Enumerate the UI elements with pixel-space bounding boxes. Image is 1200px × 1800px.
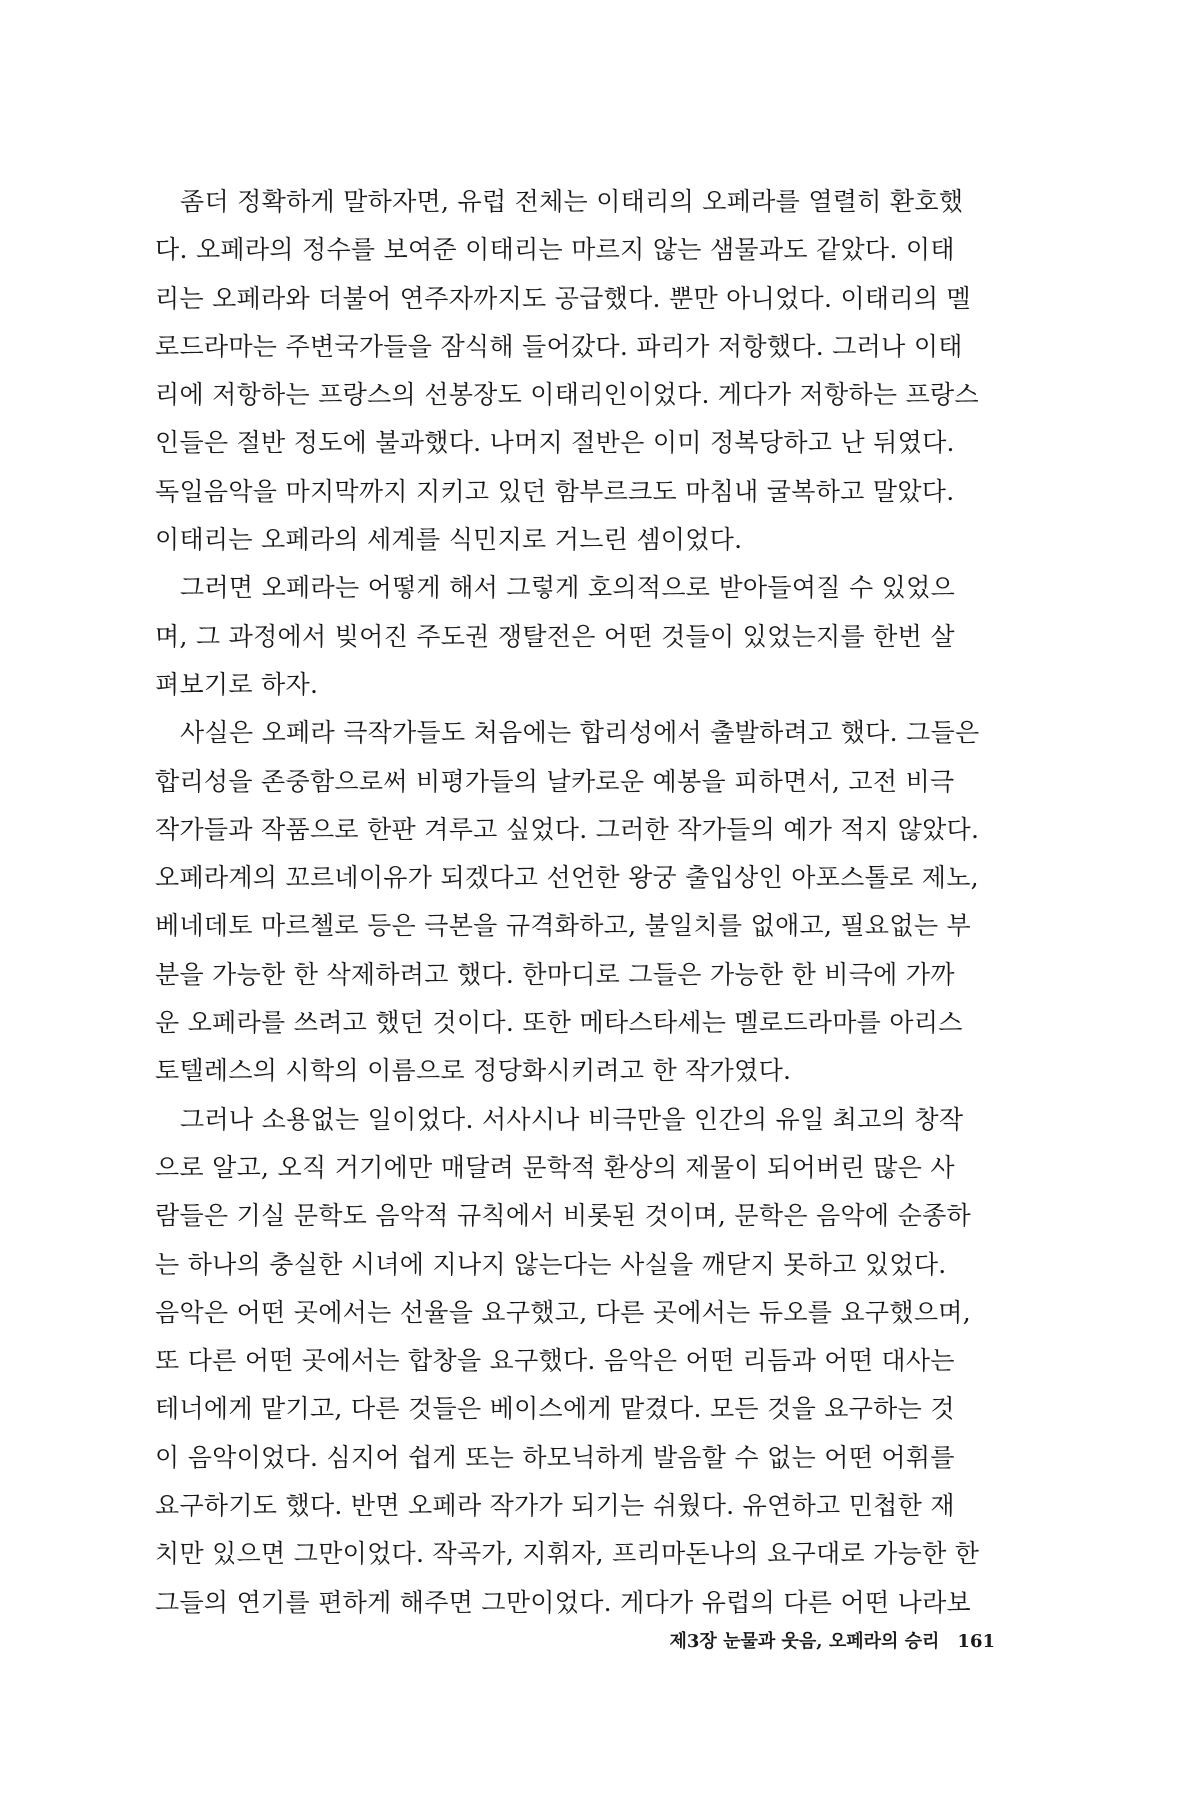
text-line: 음악은 어떤 곳에서는 선율을 요구했고, 다른 곳에서는 듀오를 요구했으며,: [155, 1297, 971, 1327]
text-line: 분을 가능한 한 삭제하려고 했다. 한마디로 그들은 가능한 한 비극에 가까: [155, 959, 955, 989]
text-line: 람들은 기실 문학도 음악적 규칙에서 비롯된 것이며, 문학은 음악에 순종하: [155, 1201, 971, 1231]
text-line: 으로 알고, 오직 거기에만 매달려 문학적 환상의 제물이 되어버린 많은 사: [155, 1152, 955, 1182]
text-line: 토텔레스의 시학의 이름으로 정당화시키려고 한 작가였다.: [155, 1056, 792, 1086]
text-line: 이태리는 오페라의 세계를 식민지로 거느린 셈이었다.: [155, 525, 743, 555]
text-line: 베네데토 마르첼로 등은 극본을 규격화하고, 불일치를 없애고, 필요없는 부: [155, 911, 971, 941]
text-line: 며, 그 과정에서 빚어진 주도권 쟁탈전은 어떤 것들이 있었는지를 한번 살: [155, 621, 955, 651]
running-footer: [670, 1627, 995, 1653]
text-line: 또 다른 어떤 곳에서는 합창을 요구했다. 음악은 어떤 리듬과 어떤 대사는: [155, 1346, 955, 1376]
text-line: 그러면 오페라는 어떻게 해서 그렇게 호의적으로 받아들여질 수 있었으: [180, 573, 956, 603]
text-line: 리는 오페라와 더불어 연주자까지도 공급했다. 뿐만 아니었다. 이태리의 멜: [155, 283, 971, 313]
text-line: 로드라마는 주변국가들을 잠식해 들어갔다. 파리가 저항했다. 그러나 이태: [155, 331, 963, 361]
text-line: 합리성을 존중함으로써 비평가들의 날카로운 예봉을 피하면서, 고전 비극: [155, 766, 955, 796]
text-line: 사실은 오페라 극작가들도 처음에는 합리성에서 출발하려고 했다. 그들은: [180, 718, 980, 748]
text-line: 펴보기로 하자.: [155, 669, 319, 699]
text-line: 그들의 연기를 편하게 해주면 그만이었다. 게다가 유럽의 다른 어떤 나라보: [155, 1587, 971, 1617]
text-line: 운 오페라를 쓰려고 했던 것이다. 또한 메타스타세는 멜로드라마를 아리스: [155, 1008, 963, 1038]
text-line: 다. 오페라의 정수를 보여준 이태리는 마르지 않는 샘물과도 같았다. 이태: [155, 235, 955, 265]
text-line: 이 음악이었다. 심지어 쉽게 또는 하모닉하게 발음할 수 없는 어떤 어휘를: [155, 1442, 955, 1472]
text-line: 독일음악을 마지막까지 지키고 있던 함부르크도 마침내 굴복하고 말았다.: [155, 476, 955, 506]
text-line: 그러나 소용없는 일이었다. 서사시나 비극만을 인간의 유일 최고의 창작: [180, 1104, 964, 1134]
text-line: 는 하나의 충실한 시녀에 지나지 않는다는 사실을 깨닫지 못하고 있었다.: [155, 1249, 947, 1279]
body-text: [155, 178, 1045, 1627]
text-line: 좀더 정확하게 말하자면, 유럽 전체는 이태리의 오페라를 열렬히 환호했: [180, 187, 964, 216]
chapter-title: 제3장 눈물과 웃음, 오페라의 승리: [669, 1631, 940, 1652]
text-line: 리에 저항하는 프랑스의 선봉장도 이태리인이었다. 게다가 저항하는 프랑스: [155, 380, 979, 410]
text-line: 작가들과 작품으로 한판 겨루고 싶었다. 그러한 작가들의 예가 적지 않았다.: [155, 814, 980, 844]
text-line: 인들은 절반 정도에 불과했다. 나머지 절반은 이미 정복당하고 난 뒤였다.: [155, 428, 955, 458]
text-line: 치만 있으면 그만이었다. 작곡가, 지휘자, 프리마돈나의 요구대로 가능한 한: [155, 1539, 980, 1569]
text-line: 요구하기도 했다. 반면 오페라 작가가 되기는 쉬웠다. 유연하고 민첩한 재: [155, 1491, 955, 1521]
page-number: 161: [957, 1631, 995, 1652]
text-line: 테너에게 맡기고, 다른 것들은 베이스에게 맡겼다. 모든 것을 요구하는 것: [155, 1394, 955, 1424]
text-line: 오페라계의 꼬르네이유가 되겠다고 선언한 왕궁 출입상인 아포스톨로 제노,: [155, 863, 979, 893]
